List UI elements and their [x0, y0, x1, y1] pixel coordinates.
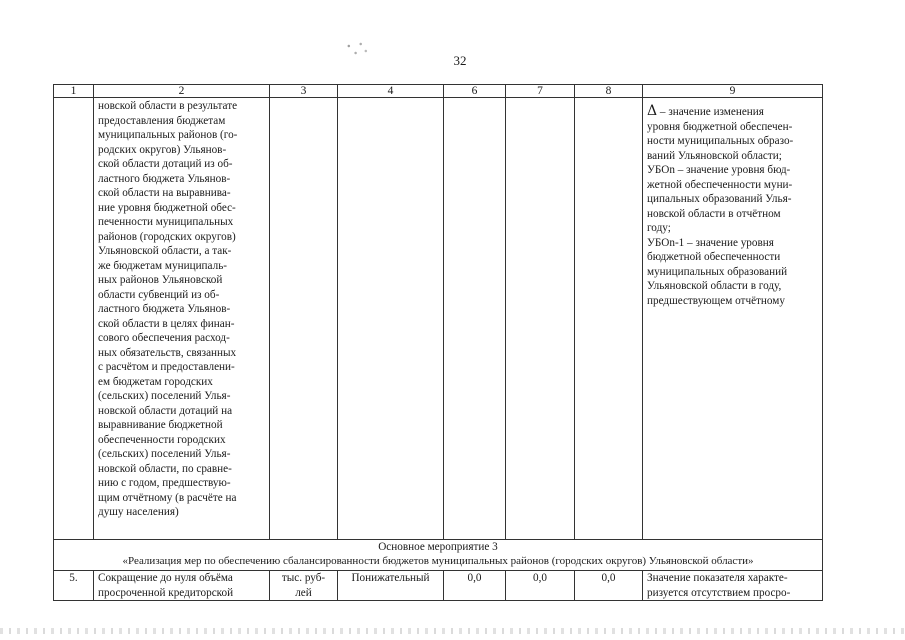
text-line: родских округов) Ульянов- [98, 143, 227, 156]
text-line: (сельских) поселений Улья- [98, 448, 231, 460]
text-line: тыс. руб- [281, 572, 326, 584]
text-line: печенности муниципальных [98, 216, 234, 228]
header-col-7: 7 [506, 85, 575, 98]
text-line: – значение изменения [657, 106, 764, 118]
text-line: ластного бюджета Ульянов- [98, 172, 231, 185]
text-line: ных обязательств, связанных [98, 346, 237, 359]
cell-units-empty [270, 98, 338, 540]
header-col-3: 3 [270, 85, 338, 98]
row5-col7: 0,0 [506, 571, 575, 601]
cell-type-empty [338, 98, 444, 540]
text-line: ской области на выравнива- [98, 187, 231, 199]
text-line: ных районов Ульяновской [98, 274, 223, 286]
text-line: просроченной кредиторской [98, 586, 234, 599]
text-line: сового обеспечения расход- [98, 332, 230, 344]
header-col-9: 9 [643, 85, 823, 98]
text-line: же бюджетам муниципаль- [98, 259, 228, 272]
text-line: УБОn – значение уровня бюд- [647, 164, 791, 176]
text-line: ластного бюджета Ульянов- [98, 303, 231, 315]
text-line: (сельских) поселений Улья- [98, 390, 231, 402]
header-col-6: 6 [444, 85, 506, 98]
formula-legend [647, 106, 818, 308]
text-line: предоставления бюджетам [98, 114, 226, 127]
text-line: муниципальных образований [647, 265, 788, 278]
activity-row [54, 540, 823, 571]
continued-row [54, 98, 823, 540]
header-col-2: 2 [94, 85, 270, 98]
scan-artifact [342, 38, 376, 58]
text-line: УБОn-1 – значение уровня [647, 236, 774, 249]
text-line: ской области в целях финан- [98, 317, 235, 330]
text-line: районов (городских округов) [98, 230, 236, 243]
text-line: новской области дотаций на [98, 404, 233, 417]
text-line: новской области, по сравне- [98, 462, 232, 475]
cell-7-empty [506, 98, 575, 540]
header-row [54, 85, 823, 98]
text-line: щим отчётному (в расчёте на [98, 491, 237, 504]
row5-col8: 0,0 [575, 571, 643, 601]
formula-legend-cell [643, 98, 823, 540]
delta-symbol: Δ [647, 103, 658, 119]
text-line: ности муниципальных образо- [647, 135, 794, 147]
row5-units [270, 571, 338, 601]
indicator-description-cell [94, 98, 270, 540]
indicators-table [53, 84, 823, 601]
text-line: с расчётом и предоставлени- [98, 361, 235, 373]
text-line: бюджетной обеспеченности [647, 251, 781, 263]
text-line: году; [647, 222, 671, 234]
row5-number: 5. [54, 571, 94, 601]
header-col-8: 8 [575, 85, 643, 98]
text-line: новской области в отчётном [647, 207, 781, 220]
text-line: обеспеченности городских [98, 433, 226, 446]
row5-type: Понижательный [338, 571, 444, 601]
header-col-1: 1 [54, 85, 94, 98]
cell-6-empty [444, 98, 506, 540]
text-line: ем бюджетам городских [98, 375, 213, 388]
text-line: ваний Ульяновской области; [647, 149, 782, 162]
text-line: выравнивание бюджетной [98, 419, 223, 431]
text-line: Ульяновской области, а так- [98, 245, 232, 257]
text-line: лей [295, 586, 312, 599]
text-line: душу населения) [98, 506, 179, 518]
table-row-5 [54, 571, 823, 601]
text-line: ципальных образований Улья- [647, 193, 792, 205]
text-line: новской области в результате [98, 100, 238, 112]
text-line: Значение показателя характе- [647, 572, 788, 584]
text-line: Ульяновской области в году, [647, 280, 782, 292]
text-line: жетной обеспеченности муни- [647, 178, 793, 191]
activity-heading-cell [54, 540, 823, 571]
row5-description [94, 571, 270, 601]
activity-heading: Основное мероприятие 3 [378, 541, 498, 553]
text-line: ской области дотаций из об- [98, 158, 233, 170]
text-line: ние уровня бюджетной обес- [98, 201, 236, 214]
text-line: Сокращение до нуля объёма [98, 572, 233, 584]
text-line: нию с годом, предшествую- [98, 477, 231, 489]
row5-col6: 0,0 [444, 571, 506, 601]
activity-title: «Реализация мер по обеспечению сбалансированности бюджетов муниципальных районов (городских округов) Ульяновской области» [122, 554, 754, 567]
header-col-4: 4 [338, 85, 444, 98]
scan-edge-artifact [0, 628, 905, 634]
text-line: ризуется отсутствием просро- [647, 586, 791, 599]
text-line: области субвенций из об- [98, 288, 220, 301]
cell-8-empty [575, 98, 643, 540]
text-line: уровня бюджетной обеспечен- [647, 120, 793, 133]
text-line: предшествующем отчётному [647, 294, 785, 307]
cell-num-empty [54, 98, 94, 540]
page-number: 32 [453, 53, 467, 68]
indicator-description [98, 99, 265, 520]
row5-note [643, 571, 823, 601]
text-line: муниципальных районов (го- [98, 129, 238, 141]
